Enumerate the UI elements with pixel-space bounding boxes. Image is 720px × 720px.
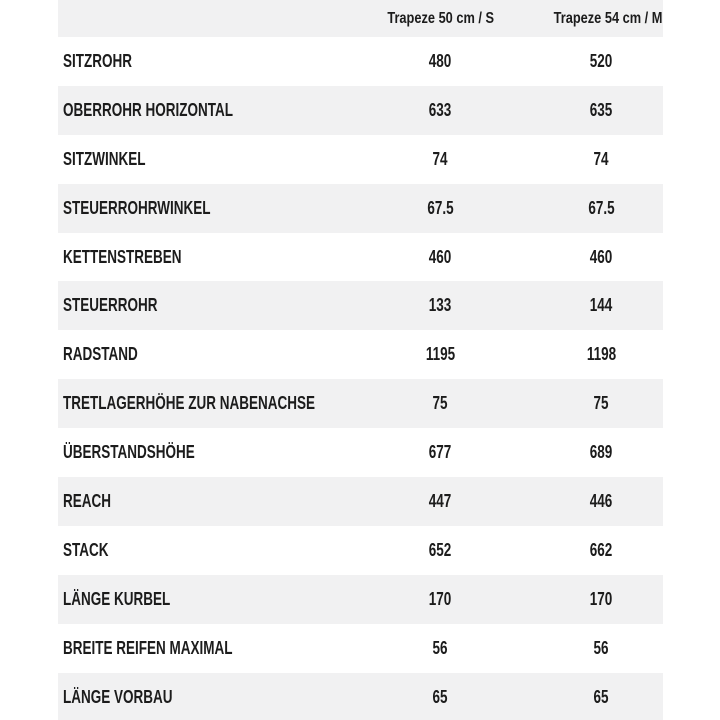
row-label: LÄNGE KURBEL xyxy=(63,588,171,609)
table-row xyxy=(58,624,663,673)
value-size-m: 460 xyxy=(590,246,613,267)
table-row xyxy=(58,673,663,720)
value-size-s: 170 xyxy=(429,588,452,609)
value-size-s: 460 xyxy=(429,246,452,267)
value-size-s: 65 xyxy=(432,686,449,707)
value-size-m: 75 xyxy=(593,393,610,414)
value-size-s: 1195 xyxy=(425,344,456,365)
value-size-m: 170 xyxy=(590,588,613,609)
value-size-s: 652 xyxy=(429,539,452,560)
value-size-s: 67.5 xyxy=(427,197,454,218)
value-size-m: 1198 xyxy=(586,344,617,365)
value-size-s: 75 xyxy=(432,393,449,414)
column-header-size-s: Trapeze 50 cm / S xyxy=(387,9,494,27)
table-row xyxy=(58,428,663,477)
value-size-s: 56 xyxy=(432,637,449,658)
table-row xyxy=(58,37,663,86)
row-label: STEUERROHRWINKEL xyxy=(63,197,211,218)
row-label: SITZWINKEL xyxy=(63,148,146,169)
table-row xyxy=(58,575,663,624)
value-size-s: 74 xyxy=(432,148,449,169)
table-row xyxy=(58,233,663,282)
table-row xyxy=(58,281,663,330)
value-size-s: 677 xyxy=(429,442,452,463)
value-size-s: 133 xyxy=(429,295,452,316)
table-row xyxy=(58,330,663,379)
value-size-m: 520 xyxy=(590,50,613,71)
value-size-m: 662 xyxy=(590,539,613,560)
row-label: REACH xyxy=(63,490,112,511)
row-label: STACK xyxy=(63,539,109,560)
row-label: SITZROHR xyxy=(63,50,132,71)
value-size-s: 480 xyxy=(429,50,452,71)
row-label: BREITE REIFEN MAXIMAL xyxy=(63,637,233,658)
value-size-m: 74 xyxy=(593,148,610,169)
table-row xyxy=(58,184,663,233)
column-header-size-m: Trapeze 54 cm / M xyxy=(553,9,663,27)
table-row xyxy=(58,477,663,526)
row-label: LÄNGE VORBAU xyxy=(63,686,173,707)
table-row xyxy=(58,379,663,428)
value-size-s: 447 xyxy=(429,490,452,511)
value-size-m: 635 xyxy=(590,99,613,120)
value-size-m: 65 xyxy=(593,686,610,707)
table-row xyxy=(58,86,663,135)
row-label: ÜBERSTANDSHÖHE xyxy=(63,442,195,463)
spec-table xyxy=(58,0,663,720)
value-size-m: 689 xyxy=(590,442,613,463)
header-row xyxy=(58,0,663,37)
value-size-m: 446 xyxy=(590,490,613,511)
row-label: OBERROHR HORIZONTAL xyxy=(63,99,233,120)
value-size-m: 67.5 xyxy=(588,197,615,218)
value-size-m: 56 xyxy=(593,637,610,658)
table-row xyxy=(58,135,663,184)
table-body xyxy=(58,37,663,720)
value-size-s: 633 xyxy=(429,99,452,120)
row-label: KETTENSTREBEN xyxy=(63,246,182,267)
row-label: TRETLAGERHÖHE ZUR NABENACHSE xyxy=(63,393,316,414)
row-label: STEUERROHR xyxy=(63,295,158,316)
table-row xyxy=(58,526,663,575)
row-label: RADSTAND xyxy=(63,344,138,365)
column-header-empty xyxy=(58,10,341,28)
value-size-m: 144 xyxy=(590,295,613,316)
